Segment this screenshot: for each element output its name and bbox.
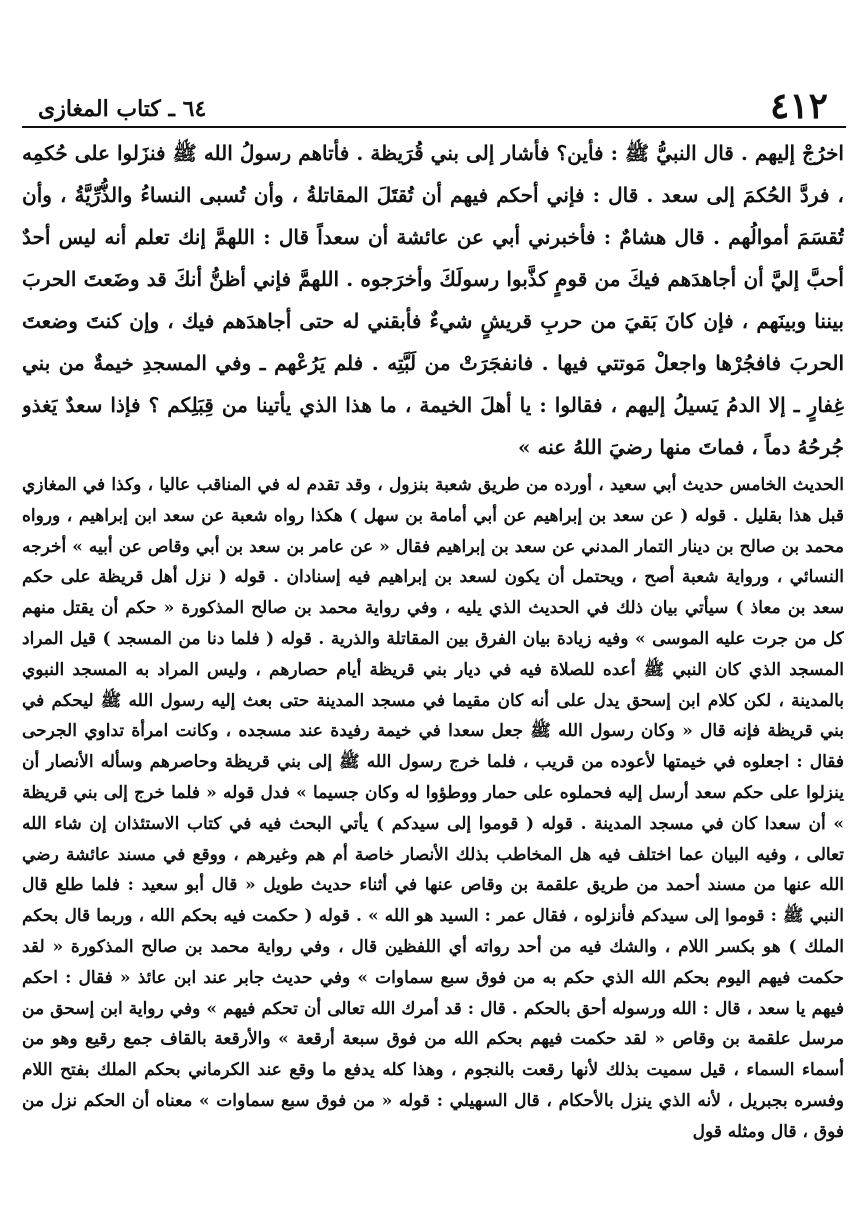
commentary-text: الحديث الخامس حديث أبي سعيد ، أورده من طريق شعبة بنزول ، وقد تقدم له في المناقب عاليا ، وكذا في المغازي قبل هذا بقليل . قوله ( عن سعد بن إبراهيم عن أبي أمامة بن سهل ) هكذا رواه شعبة عن سعد ابن إبراهيم ، ورواه محمد بن صالح بن دينار التمار المدني عن سعد بن إبراهيم فقال « عن عامر بن سعد بن أبي وقاص عن أبيه » أخرجه النسائي ، ورواية شعبة أصح ، ويحتمل أن يكون لسعد بن إبراهيم فيه إسنادان . قوله ( نزل أهل قريظة على حكم سعد بن معاذ ) سيأتي بيان ذلك في الحديث الذي يليه ، وفي رواية محمد بن صالح المذكورة « حكم أن يقتل منهم كل من جرت عليه الموسى » وفيه زيادة بيان الفرق بين المقاتلة والذرية . قوله ( فلما دنا من المسجد ) قيل المراد المسجد الذي كان النبي ﷺ أعده للصلاة فيه في ديار بني قريظة أيام حصارهم ، وليس المراد به المسجد النبوي بالمدينة ، لكن كلام ابن إسحق يدل على أنه كان مقيما في مسجد المدينة حتى بعث إليه رسول الله ﷺ ليحكم في بني قريظة فإنه قال « وكان رسول الله ﷺ جعل سعدا في خيمة رفيدة عند مسجده ، وكانت امرأة تداوي الجرحى فقال : اجعلوه في خيمتها لأعوده من قريب ، فلما خرج رسول الله ﷺ إلى بني قريظة وحاصرهم وسأله الأنصار أن ينزلوا على حكم سعد أرسل إليه فحملوه على حمار ووطؤوا له وكان جسيما » فدل قوله « فلما خرج إلى بني قريظة » أن سعدا كان في مسجد المدينة . قوله ( قوموا إلى سيدكم ) يأتي البحث فيه في كتاب الاستئذان إن شاء الله تعالى ، وفيه البيان عما اختلف فيه هل المخاطب بذلك الأنصار خاصة أم هم وغيرهم ، ووقع في مسند عائشة رضي الله عنها من مسند أحمد من طريق علقمة بن وقاص عنها في أثناء حديث طويل « قال أبو سعيد : فلما طلع قال النبي ﷺ : قوموا إلى سيدكم فأنزلوه ، فقال عمر : السيد هو الله » . قوله ( حكمت فيه بحكم الله ، وربما قال بحكم الملك ) هو بكسر اللام ، والشك فيه من أحد رواته أي اللفظين قال ، وفي رواية محمد بن صالح المذكورة « لقد حكمت فيهم اليوم بحكم الله الذي حكم به من فوق سبع سماوات » وفي حديث جابر عند ابن عائذ « فقال : احكم فيهم يا سعد ، قال : الله ورسوله أحق بالحكم . قال : قد أمرك الله تعالى أن تحكم فيهم » وفي رواية ابن إسحق من مرسل علقمة بن وقاص « لقد حكمت فيهم بحكم الله من فوق سبعة أرقعة » والأرقعة بالقاف جمع رقيع وهو من أسماء السماء ، قيل سميت بذلك لأنها رقعت بالنجوم ، وهذا كله يدفع ما وقع عند الكرماني بحكم الملك بفتح اللام وفسره بجبريل ، لأنه الذي ينزل بالأحكام ، قال السهيلي : قوله « من فوق سبع سماوات » معناه أن الحكم نزل من فوق ، قال ومثله قول	[22, 475, 844, 1142]
page-number: ٤١٢	[769, 85, 828, 127]
page-header	[22, 80, 846, 127]
hadith-text: اخرُجْ إليهم . قال النبيُّ ﷺ : فأين؟ فأشار إلى بني قُرَيظة . فأتاهم رسولُ الله ﷺ فنزَلوا على حُكمِه ، فردَّ الحُكمَ إلى سعد . قال : فإني أحكم فيهم أن تُقتَلَ المقاتلةُ ، وأن تُسبى النساءُ والذُّرِّيَّةُ ، وأن تُقسَمَ أموالُهم . قال هشامٌ : فأخبرني أبي عن عائشة أن سعداً قال : اللهمَّ إنك تعلم أنه ليس أحدٌ أحبَّ إليَّ أن أجاهدَهم فيكَ من قومٍ كذَّبوا رسولَكَ وأخرَجوه . اللهمَّ فإني أظنُّ أنكَ قد وضَعتَ الحربَ بيننا وبينَهم ، فإن كانَ بَقيَ من حربِ قريشٍ شيءٌ فأبقني له حتى أجاهدَهم فيك ، وإن كنتَ وضعتَ الحربَ فافجُرْها واجعلْ مَوتتي فيها . فانفجَرَتْ من لَبَّتِه . فلم يَرُعْهم ـ وفي المسجدِ خيمةٌ من بني غِفارٍ ـ إلا الدمُ يَسيلُ إليهم ، فقالوا : يا أهلَ الخيمة ، ما هذا الذي يأتينا من قِبَلِكم ؟ فإذا سعدٌ يَغذو جُرحُهُ دماً ، فماتَ منها رضيَ اللهُ عنه »	[22, 141, 844, 459]
running-title: ٦٤ ـ كتاب المغازى	[38, 96, 207, 122]
header-rule	[22, 126, 846, 128]
page-body	[22, 132, 844, 1190]
